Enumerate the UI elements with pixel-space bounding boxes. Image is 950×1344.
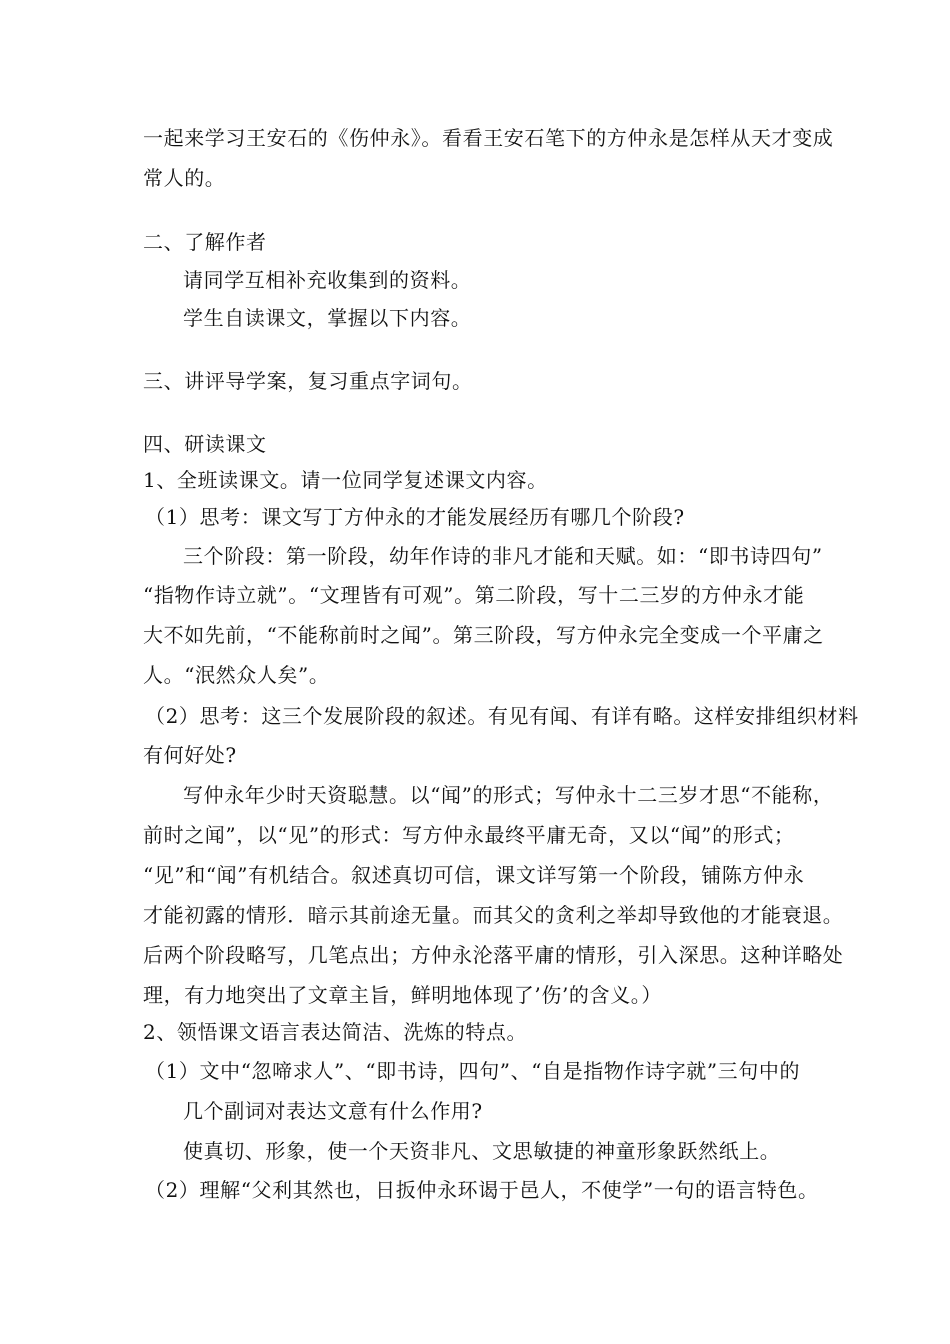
text-line: 有何好处? bbox=[143, 743, 237, 767]
text-line: 后两个阶段略写，几笔点出；方仲永沦落平庸的情形，引入深思。这种详略处 bbox=[143, 943, 844, 967]
text-line: 才能初露的情形．暗示其前途无量。而其父的贪利之举却导致他的才能衰退。 bbox=[143, 903, 844, 927]
text-line: 学生自读课文，掌握以下内容。 bbox=[183, 306, 472, 330]
text-line: 几个副词对表达文意有什么作用? bbox=[183, 1099, 483, 1123]
text-line: （1）思考：课文写丁方仲永的才能发展经历有哪几个阶段? bbox=[145, 505, 685, 529]
text-line: “指物作诗立就”。“文理皆有可观”。第二阶段，写十二三岁的方仲永才能 bbox=[143, 583, 805, 607]
text-line: 前时之闻”，以“见”的形式：写方仲永最终平庸无奇，又以“闻”的形式； bbox=[143, 823, 795, 847]
text-line: 三个阶段：第一阶段，幼年作诗的非凡才能和天赋。如：“即书诗四句” bbox=[183, 544, 823, 568]
text-line: 大不如先前，“不能称前时之闻”。第三阶段，写方仲永完全变成一个平庸之 bbox=[143, 623, 824, 647]
section-heading: 四、研读课文 bbox=[143, 432, 267, 456]
text-line: 使真切、形象，使一个天资非凡、文思敏捷的神童形象跃然纸上。 bbox=[183, 1139, 781, 1163]
text-line: （1）文中“忽啼求人”、“即书诗，四句”、“自是指物作诗字就”三句中的 bbox=[145, 1059, 801, 1083]
text-line: 理，有力地突出了文章主旨，鲜明地体现了’伤’的含义。） bbox=[143, 983, 662, 1007]
text-line: “见”和“闻”有机结合。叙述真切可信，课文详写第一个阶段，铺陈方仲永 bbox=[143, 863, 805, 887]
section-heading: 二、了解作者 bbox=[143, 230, 267, 254]
text-line: 2、领悟课文语言表达简洁、洗炼的特点。 bbox=[143, 1020, 528, 1044]
text-line: 一起来学习王安石的《伤仲永》。看看王安石笔下的方仲永是怎样从天才变成 bbox=[143, 126, 834, 150]
text-line: 人。“泯然众人矣”。 bbox=[143, 663, 330, 687]
text-line: 1、全班读课文。请一位同学复述课文内容。 bbox=[143, 468, 548, 492]
text-line: （2）思考：这三个发展阶段的叙述。有见有闻、有详有略。这样安排组织材料 bbox=[145, 704, 859, 728]
text-line: 写仲永年少时天资聪慧。以“闻”的形式；写仲永十二三岁才思“不能称， bbox=[183, 783, 834, 807]
text-line: 常人的。 bbox=[143, 166, 226, 190]
text-line: 请同学互相补充收集到的资料。 bbox=[183, 268, 472, 292]
section-heading: 三、讲评导学案，复习重点字词句。 bbox=[143, 369, 473, 393]
text-line: （2）理解“父利其然也，日扳仲永环谒于邑人，不使学”一句的语言特色。 bbox=[145, 1178, 819, 1202]
